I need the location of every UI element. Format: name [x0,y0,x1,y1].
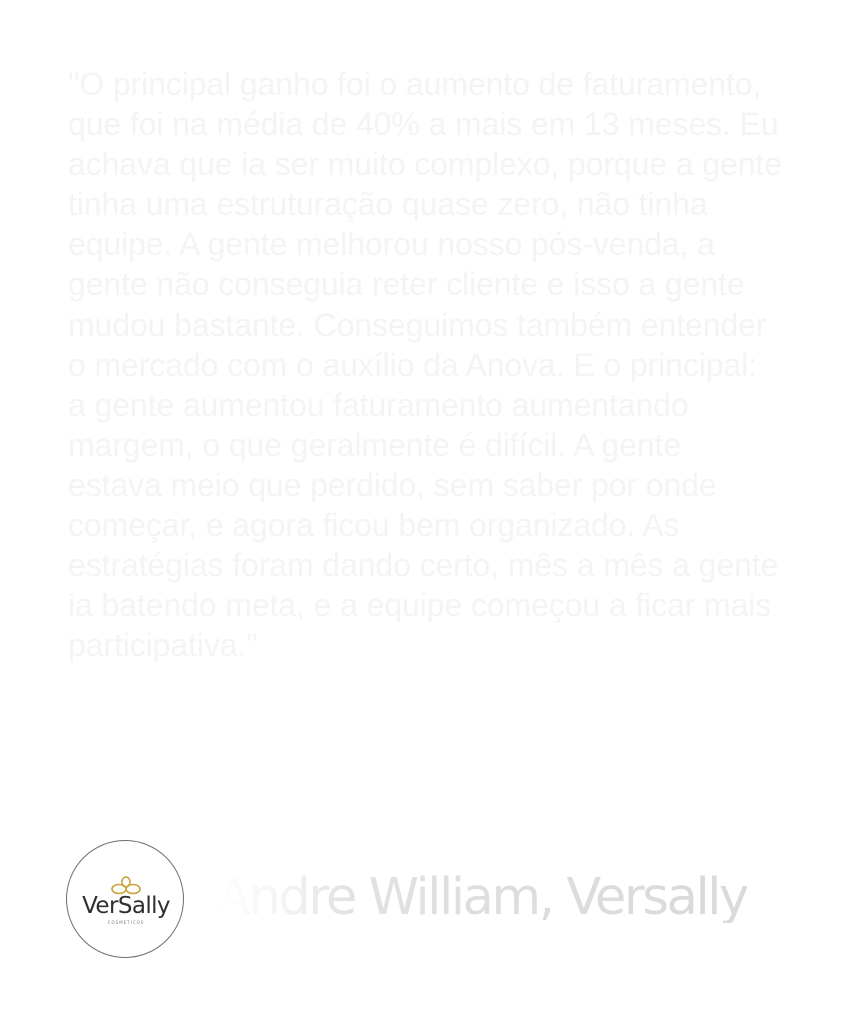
company-logo [66,840,184,958]
testimonial-author: Andre William, Versally [216,868,747,927]
logo-wordmark: VerSally [82,893,170,919]
testimonial-author-row [66,840,826,960]
testimonial-quote: "O principal ganho foi o aumento de faturamento, que foi na média de 40% a mais em 13 meses. Eu achava que ia ser muito complexo, porque a gente tinha uma estruturação quase zero, não tinha equipe. A gente melhorou nosso pós-venda, a gente não conseguia reter cliente e isso a gente mudou bastante. Conseguimos também entender o mercado com o auxílio da Anova. E o principal: a gente aumentou faturamento aumentando margem, o que geralmente é difícil. A gente estava meio que perdido, sem saber por onde começar, e agora ficou bem organizado. As estratégias foram dando certo, mês a mês a gente ia batendo meta, e a equipe começou a ficar mais participativa." [68,66,782,664]
logo-tagline: COSMETICOS [107,920,145,925]
